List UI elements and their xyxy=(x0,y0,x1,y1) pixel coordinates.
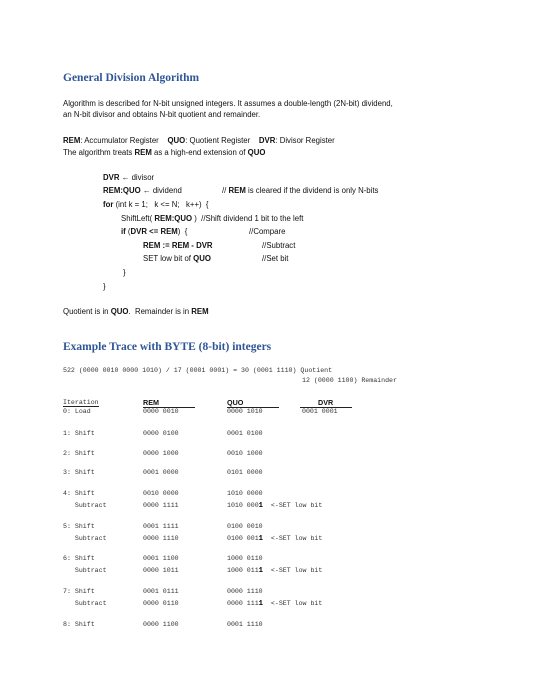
trace-quo: 0001 1110 xyxy=(227,621,263,628)
code-line-7 xyxy=(143,254,211,263)
code-shiftleft: ShiftLeft( xyxy=(121,214,155,223)
code-divisor: ← divisor xyxy=(119,173,155,182)
trace-iter: 5: Shift xyxy=(63,523,95,530)
trace-quo: 0000 1110 xyxy=(227,588,263,595)
reg-rem-desc: : Accumulator Register xyxy=(80,136,159,145)
trace-rem: 0001 1111 xyxy=(143,523,179,530)
trace-iter: 1: Shift xyxy=(63,430,95,437)
trace-quo xyxy=(227,535,322,543)
trace-rem: 0000 0100 xyxy=(143,430,179,437)
result-line xyxy=(63,307,209,317)
code-setbit: SET low bit of xyxy=(143,254,194,263)
trace-rem: 0000 0010 xyxy=(143,408,179,415)
trace-iter: Subtract xyxy=(63,567,107,574)
trace-quo: 0010 1000 xyxy=(227,450,263,457)
trace-rem: 0000 1011 xyxy=(143,567,179,574)
header-dvr: DVR xyxy=(318,398,334,407)
trace-note: <-SET low bit xyxy=(270,535,323,542)
code-setbit-quo: QUO xyxy=(193,254,211,263)
code-dvr: DVR xyxy=(103,173,120,182)
trace-quo: 0100 0010 xyxy=(227,523,263,530)
trace-iter: 8: Shift xyxy=(63,621,95,628)
treats-quo: QUO xyxy=(247,148,266,157)
trace-quo-bits: 0100 001 xyxy=(227,535,259,542)
treats-line xyxy=(63,148,265,158)
code-dividend: ← dividend xyxy=(140,186,182,195)
code-if-rem: REM xyxy=(160,227,178,236)
reg-quo-label: QUO xyxy=(167,136,186,145)
code-for: for xyxy=(103,200,114,209)
trace-quo-bits: 0000 111 xyxy=(227,600,259,607)
code-sub-rem2: REM xyxy=(171,241,190,250)
code-sub-assign: := xyxy=(160,241,172,250)
reg-rem-label: REM xyxy=(63,136,81,145)
header-rem: REM xyxy=(143,398,159,407)
result-mid: . Remainder is in xyxy=(128,307,192,316)
trace-rem: 0000 1100 xyxy=(143,621,179,628)
trace-rem: 0001 1100 xyxy=(143,555,179,562)
reg-dvr-desc: : Divisor Register xyxy=(275,136,335,145)
code-if: if xyxy=(121,227,126,236)
code-sub-dvr: DVR xyxy=(196,241,213,250)
trace-iter: 6: Shift xyxy=(63,555,95,562)
code-shift-comment: ) //Shift dividend 1 bit to the left xyxy=(192,214,304,223)
trace-iter: 3: Shift xyxy=(63,469,95,476)
trace-summary-remainder: 12 (0000 1100) Remainder xyxy=(302,377,397,384)
treats-pre: The algorithm treats xyxy=(63,148,135,157)
section-title-example-trace: Example Trace with BYTE (8-bit) integers xyxy=(63,341,272,353)
trace-quo: 0001 0100 xyxy=(227,430,263,437)
code-close-for: } xyxy=(103,282,106,291)
comment-rem: REM xyxy=(228,186,246,195)
trace-iter: Subtract xyxy=(63,502,107,509)
trace-quo-bits: 1000 011 xyxy=(227,567,259,574)
result-quo: QUO xyxy=(110,307,129,316)
trace-rem: 0010 0000 xyxy=(143,490,179,497)
section-title-general-division: General Division Algorithm xyxy=(63,72,200,84)
trace-iter: 0: Load xyxy=(63,408,91,415)
code-line-2-comment xyxy=(222,186,378,195)
trace-quo-setbit: 1 xyxy=(258,535,263,543)
trace-rem: 0000 1111 xyxy=(143,502,179,509)
code-if-brace: ) { xyxy=(177,227,188,236)
treats-mid: as a high-end extension of xyxy=(151,148,248,157)
reg-dvr-label: DVR xyxy=(258,136,276,145)
code-sub-rem1: REM xyxy=(143,241,161,250)
trace-quo-setbit: 1 xyxy=(258,567,263,575)
intro-line-1: Algorithm is described for N-bit unsigned integers. It assumes a double-length (2N-bit) dividend, xyxy=(63,99,393,108)
trace-note: <-SET low bit xyxy=(270,600,323,607)
trace-quo xyxy=(227,502,322,510)
trace-rem: 0000 1000 xyxy=(143,450,179,457)
code-for-header: (int k = 1; k <= N; k++) { xyxy=(113,200,209,209)
comment-text: is cleared if the dividend is only N-bits xyxy=(245,186,379,195)
trace-rem: 0000 1110 xyxy=(143,535,179,542)
result-pre: Quotient is in xyxy=(63,307,111,316)
trace-rem: 0001 0111 xyxy=(143,588,179,595)
trace-iter: 7: Shift xyxy=(63,588,95,595)
trace-quo: 0000 1010 xyxy=(227,408,263,415)
trace-rem: 0001 0000 xyxy=(143,469,179,476)
trace-iter: Subtract xyxy=(63,535,107,542)
trace-quo: 1000 0110 xyxy=(227,555,263,562)
trace-iter: 4: Shift xyxy=(63,490,95,497)
reg-quo-desc: : Quotient Register xyxy=(185,136,251,145)
trace-quo: 1010 0000 xyxy=(227,490,263,497)
trace-note: <-SET low bit xyxy=(270,502,323,509)
trace-quo-setbit: 1 xyxy=(258,600,263,608)
trace-quo xyxy=(227,567,322,575)
trace-summary: 522 (0000 0010 0000 1010) / 17 (0001 0001) = 30 (0001 1110) Quotient xyxy=(63,367,333,374)
code-line-5 xyxy=(121,227,187,236)
intro-line-2: an N-bit divisor and obtains N-bit quotient and remainder. xyxy=(63,110,261,119)
code-remquo: REM:QUO xyxy=(103,186,141,195)
code-line-1 xyxy=(103,173,154,182)
trace-iter: 2: Shift xyxy=(63,450,95,457)
header-iteration: Iteration xyxy=(63,399,99,406)
trace-note: <-SET low bit xyxy=(270,567,323,574)
code-if-paren: ( xyxy=(125,227,131,236)
header-quo: QUO xyxy=(227,398,244,407)
code-line-6 xyxy=(143,241,213,250)
code-line-3 xyxy=(103,200,209,209)
code-line-4 xyxy=(121,214,303,223)
register-legend xyxy=(63,136,335,146)
trace-rem: 0000 0110 xyxy=(143,600,179,607)
code-if-dvr: DVR xyxy=(130,227,147,236)
code-line-2 xyxy=(103,186,182,195)
code-shift-remquo: REM:QUO xyxy=(154,214,193,223)
code-subtract-comment: //Subtract xyxy=(262,241,296,250)
trace-quo-setbit: 1 xyxy=(258,502,263,510)
comment-slashes: // xyxy=(222,186,229,195)
trace-quo-bits: 1010 000 xyxy=(227,502,259,509)
trace-dvr: 0001 0001 xyxy=(302,408,338,415)
code-if-le: <= xyxy=(147,227,161,236)
trace-quo xyxy=(227,600,322,608)
code-compare-comment: //Compare xyxy=(249,227,286,236)
treats-rem: REM xyxy=(134,148,152,157)
trace-iter: Subtract xyxy=(63,600,107,607)
result-rem: REM xyxy=(191,307,209,316)
trace-quo: 0101 0000 xyxy=(227,469,263,476)
code-setbit-comment: //Set bit xyxy=(262,254,289,263)
code-close-if: } xyxy=(123,268,126,277)
code-sub-minus: - xyxy=(189,241,197,250)
